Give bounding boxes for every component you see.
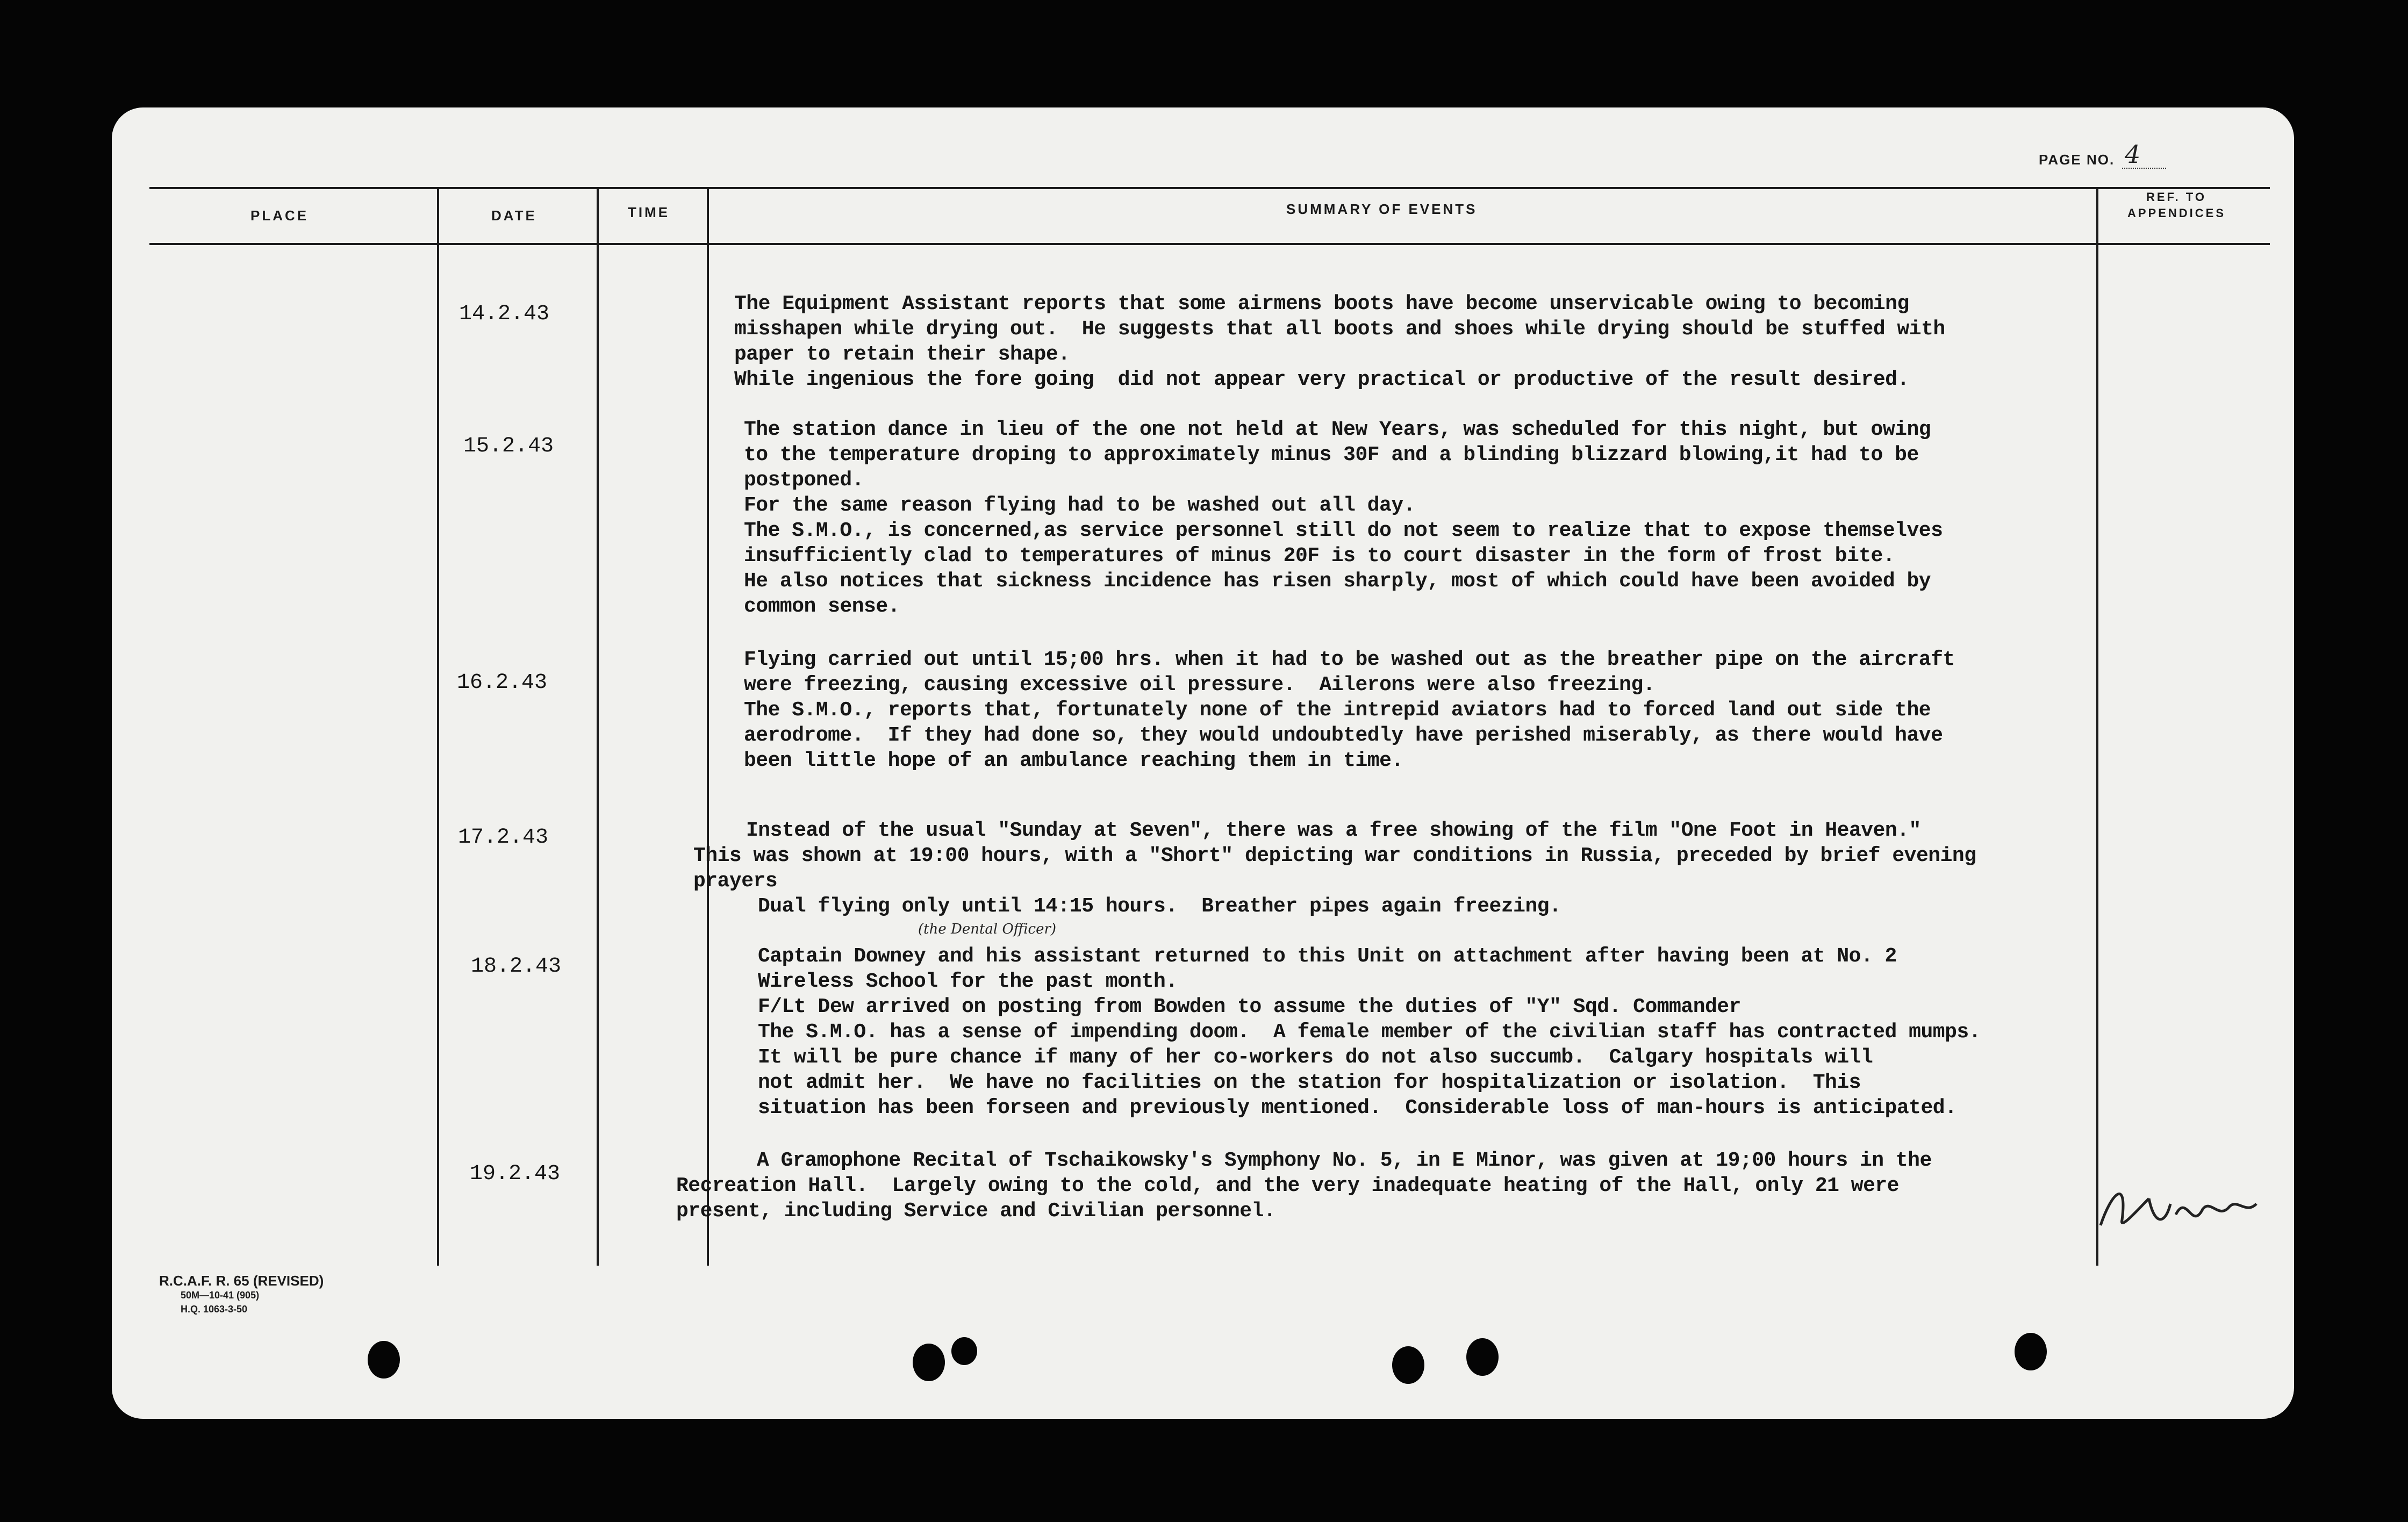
column-header-place: PLACE <box>250 207 309 224</box>
column-header-time: TIME <box>628 204 670 220</box>
column-header-date: DATE <box>491 207 537 224</box>
form-hq-code: H.Q. 1063-3-50 <box>181 1304 248 1315</box>
entry-line: Instead of the usual "Sunday at Seven", there was a free showing of the film "One Foot in Heaven." <box>746 819 1921 842</box>
column-header-appendices: APPENDICES <box>2127 206 2226 220</box>
page-number-label: PAGE NO. <box>2039 152 2115 168</box>
entry-line: Dual flying only until 14:15 hours. Breather pipes again freezing. <box>758 895 1561 918</box>
entry-date: 18.2.43 <box>471 954 562 979</box>
entry-line: F/Lt Dew arrived on posting from Bowden to assume the duties of "Y" Sqd. Commander <box>758 995 1741 1018</box>
entry-date: 14.2.43 <box>459 302 550 326</box>
entry-line: While ingenious the fore going did not appear very practical or productive of the result desired. <box>734 368 1909 391</box>
form-number: R.C.A.F. R. 65 (REVISED) <box>159 1273 324 1289</box>
column-divider-place-date <box>437 188 439 1266</box>
page-number-value: 4 <box>2125 140 2141 169</box>
entry-line: Recreation Hall. Largely owing to the cold, and the very inadequate heating of the Hall, only 21 were <box>676 1174 1899 1197</box>
punch-hole <box>1466 1338 1499 1376</box>
entry-line: misshapen while drying out. He suggests that all boots and shoes while drying should be stuffed with <box>734 318 1945 341</box>
page-number-underline <box>2122 168 2166 170</box>
entry-line: The S.M.O., is concerned,as service personnel still do not seem to realize that to expose themselves <box>744 519 1943 542</box>
entry-line: He also notices that sickness incidence has risen sharply, most of which could have been avoided by <box>744 570 1931 593</box>
punch-hole <box>951 1337 977 1365</box>
entry-line: to the temperature droping to approximately minus 30F and a blinding blizzard blowing,it had to be <box>744 443 1919 466</box>
entry-line: For the same reason flying had to be washed out all day. <box>744 494 1416 517</box>
column-header-summary: SUMMARY OF EVENTS <box>1286 201 1478 217</box>
entry-line: It will be pure chance if many of her co-workers do not also succumb. Calgary hospitals will <box>758 1046 1873 1069</box>
entry-line: aerodrome. If they had done so, they would undoubtedly have perished miserably, as there would have <box>744 724 1943 747</box>
entry-line: The S.M.O. has a sense of impending doom. A female member of the civilian staff has contracted mumps. <box>758 1021 1981 1044</box>
entry-line: paper to retain their shape. <box>734 343 1070 366</box>
entry-line: common sense. <box>744 595 900 618</box>
entry-date: 19.2.43 <box>470 1162 561 1186</box>
entry-line: insufficiently clad to temperatures of minus 20F is to court disaster in the form of frost bite. <box>744 544 1895 568</box>
entry-date: 15.2.43 <box>463 434 554 458</box>
entry-line: postponed. <box>744 469 864 492</box>
entry-date: 16.2.43 <box>457 671 548 695</box>
entry-date: 17.2.43 <box>458 825 549 850</box>
entry-line: The S.M.O., reports that, fortunately none of the intrepid aviators had to forced land out side the <box>744 699 1931 722</box>
punch-hole <box>2015 1333 2047 1370</box>
entry-line: The Equipment Assistant reports that some airmens boots have become unservicable owing to becoming <box>734 292 1909 315</box>
column-header-ref: REF. TO <box>2146 190 2206 204</box>
entry-line: This was shown at 19:00 hours, with a "Short" depicting war conditions in Russia, preceded by brief evening <box>693 844 1976 867</box>
entry-line: were freezing, causing excessive oil pressure. Ailerons were also freezing. <box>744 673 1656 697</box>
form-sheet <box>112 107 2294 1419</box>
entry-line: situation has been forseen and previously mentioned. Considerable loss of man-hours is anticipated. <box>758 1096 1957 1119</box>
punch-hole <box>368 1341 400 1379</box>
entry-line: Wireless School for the past month. <box>758 970 1178 993</box>
handwritten-signature <box>2090 1161 2267 1241</box>
entry-line: not admit her. We have no facilities on the station for hospitalization or isolation. This <box>758 1071 1861 1094</box>
column-divider-time-summary <box>707 188 709 1266</box>
entry-line: A Gramophone Recital of Tschaikowsky's Symphony No. 5, in E Minor, was given at 19;00 hours in the <box>757 1149 1932 1172</box>
punch-hole <box>913 1344 945 1381</box>
entry-line: present, including Service and Civilian personnel. <box>676 1200 1276 1223</box>
header-bottom-rule <box>149 243 2270 245</box>
entry-line: The station dance in lieu of the one not held at New Years, was scheduled for this night, but owing <box>744 418 1931 441</box>
form-print-code: 50M—10-41 (905) <box>181 1290 260 1301</box>
entry-line: Flying carried out until 15;00 hrs. when it had to be washed out as the breather pipe on the aircraft <box>744 648 1955 671</box>
header-top-rule <box>149 187 2270 189</box>
entry-line: Captain Downey and his assistant returned to this Unit on attachment after having been at No. 2 <box>758 945 1897 968</box>
column-divider-date-time <box>597 188 599 1266</box>
handwritten-annotation: (the Dental Officer) <box>918 921 1057 937</box>
entry-line: prayers <box>693 870 778 893</box>
column-divider-summary-ref <box>2096 188 2098 1266</box>
punch-hole <box>1392 1346 1424 1384</box>
entry-line: been little hope of an ambulance reaching them in time. <box>744 749 1403 772</box>
